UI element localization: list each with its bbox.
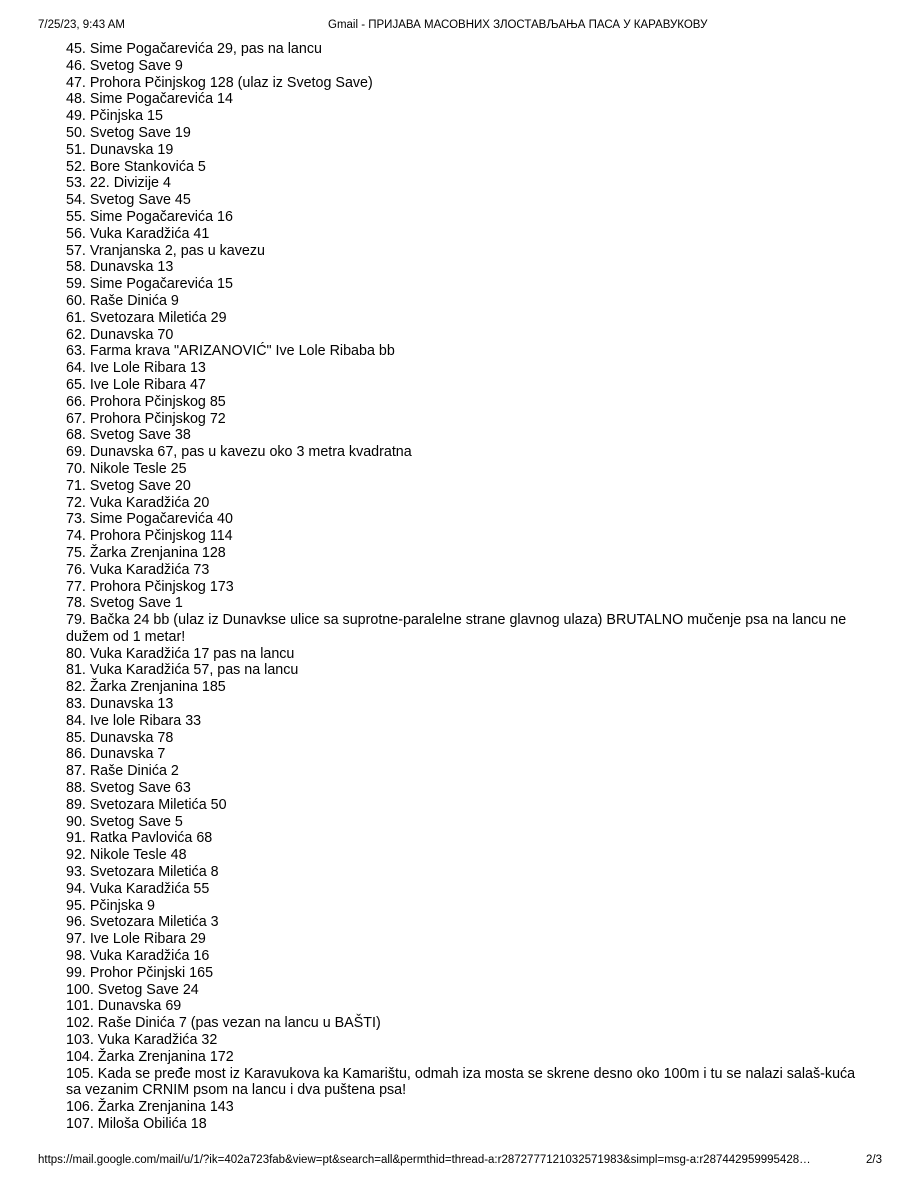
list-item: 57. Vranjanska 2, pas u kavezu — [66, 242, 265, 259]
list-item: 104. Žarka Zrenjanina 172 — [66, 1048, 234, 1065]
list-item: 51. Dunavska 19 — [66, 141, 174, 158]
page-url: https://mail.google.com/mail/u/1/?ik=402a723fab&view=pt&search=all&permthid=thread-a:r2872777121032571983&simpl=msg-a:r287442959995428… — [38, 1154, 811, 1166]
list-item: 92. Nikole Tesle 48 — [66, 847, 187, 864]
list-item: 91. Ratka Pavlovića 68 — [66, 830, 213, 847]
list-item: 52. Bore Stankovića 5 — [66, 158, 206, 175]
list-item: 74. Prohora Pčinjskog 114 — [66, 528, 233, 545]
list-item: 64. Ive Lole Ribara 13 — [66, 360, 206, 377]
list-item: 72. Vuka Karadžića 20 — [66, 494, 210, 511]
list-item: 84. Ive lole Ribara 33 — [66, 712, 202, 729]
list-item: 94. Vuka Karadžića 55 — [66, 880, 210, 897]
print-timestamp: 7/25/23, 9:43 AM — [38, 19, 125, 31]
list-item: 101. Dunavska 69 — [66, 998, 182, 1015]
list-item: 81. Vuka Karadžića 57, pas na lancu — [66, 662, 299, 679]
list-item: 61. Svetozara Miletića 29 — [66, 309, 227, 326]
list-item: 87. Raše Dinića 2 — [66, 763, 179, 780]
list-item: 90. Svetog Save 5 — [66, 813, 183, 830]
list-item: 62. Dunavska 70 — [66, 326, 174, 343]
address-list — [66, 41, 856, 1133]
list-item: 100. Svetog Save 24 — [66, 981, 199, 998]
list-item: 47. Prohora Pčinjskog 128 (ulaz iz Svetog Save) — [66, 74, 373, 91]
list-item: 59. Sime Pogačarevića 15 — [66, 276, 233, 293]
list-item: 46. Svetog Save 9 — [66, 57, 183, 74]
list-item: 56. Vuka Karadžića 41 — [66, 225, 210, 242]
list-item: 53. 22. Divizije 4 — [66, 175, 171, 192]
list-item: 78. Svetog Save 1 — [66, 595, 183, 612]
list-item: 88. Svetog Save 63 — [66, 780, 191, 797]
list-item: 66. Prohora Pčinjskog 85 — [66, 393, 226, 410]
list-item: 107. Miloša Obilića 18 — [66, 1116, 207, 1132]
list-item: 71. Svetog Save 20 — [66, 477, 191, 494]
list-item: 55. Sime Pogačarevića 16 — [66, 208, 233, 225]
list-item: 83. Dunavska 13 — [66, 696, 174, 713]
print-header — [38, 17, 882, 33]
list-item: 49. Pčinjska 15 — [66, 108, 163, 125]
list-item: 45. Sime Pogačarevića 29, pas na lancu — [66, 41, 322, 57]
list-item: 93. Svetozara Miletića 8 — [66, 864, 219, 881]
list-item: 58. Dunavska 13 — [66, 259, 174, 276]
list-item: 97. Ive Lole Ribara 29 — [66, 931, 206, 948]
email-subject-title: Gmail - ПРИЈАВА МАСОВНИХ ЗЛОСТАВЉАЊА ПАСА У КАРАВУКОВУ — [328, 19, 708, 31]
list-item: 80. Vuka Karadžića 17 pas na lancu — [66, 645, 295, 662]
list-item: 69. Dunavska 67, pas u kavezu oko 3 metra kvadratna — [66, 444, 412, 461]
list-item: 65. Ive Lole Ribara 47 — [66, 376, 206, 393]
list-item: 63. Farma krava "ARIZANOVIĆ" Ive Lole Ribaba bb — [66, 343, 395, 360]
list-item: 106. Žarka Zrenjanina 143 — [66, 1099, 234, 1116]
list-item: 102. Raše Dinića 7 (pas vezan na lancu u BAŠTI) — [66, 1015, 381, 1032]
list-item: 95. Pčinjska 9 — [66, 897, 156, 914]
print-footer — [38, 1152, 882, 1168]
list-item: 70. Nikole Tesle 25 — [66, 460, 187, 477]
list-item: 98. Vuka Karadžića 16 — [66, 948, 210, 965]
list-item: 68. Svetog Save 38 — [66, 427, 191, 444]
list-item: 79. Bačka 24 bb (ulaz iz Dunavkse ulice sa suprotne-paralelne strane glavnog ulaza) BRUTALNO mučenje psa na lancu ne dužem od 1 metar! — [66, 612, 847, 645]
list-item: 89. Svetozara Miletića 50 — [66, 796, 227, 813]
list-item: 85. Dunavska 78 — [66, 729, 174, 746]
list-item: 86. Dunavska 7 — [66, 746, 166, 763]
list-item: 105. Kada se pređe most iz Karavukova ka Kamarištu, odmah iza mosta se skrene desno oko 100m i tu se nalazi salaš-kuća sa vezanim CRNIM psom na lancu i dva puštena psa! — [66, 1065, 856, 1099]
list-item: 60. Raše Dinića 9 — [66, 292, 179, 309]
list-item: 77. Prohora Pčinjskog 173 — [66, 578, 234, 595]
list-item: 76. Vuka Karadžića 73 — [66, 561, 210, 578]
list-item: 73. Sime Pogačarevića 40 — [66, 511, 233, 528]
list-item: 99. Prohor Pčinjski 165 — [66, 964, 214, 981]
list-item: 103. Vuka Karadžića 32 — [66, 1032, 218, 1049]
list-item: 75. Žarka Zrenjanina 128 — [66, 544, 226, 561]
list-item: 67. Prohora Pčinjskog 72 — [66, 410, 226, 427]
list-item: 82. Žarka Zrenjanina 185 — [66, 679, 226, 696]
list-item: 48. Sime Pogačarevića 14 — [66, 91, 233, 108]
list-item: 54. Svetog Save 45 — [66, 192, 191, 209]
page-number: 2/3 — [866, 1154, 882, 1166]
list-item: 50. Svetog Save 19 — [66, 124, 191, 141]
list-item: 96. Svetozara Miletića 3 — [66, 914, 219, 931]
